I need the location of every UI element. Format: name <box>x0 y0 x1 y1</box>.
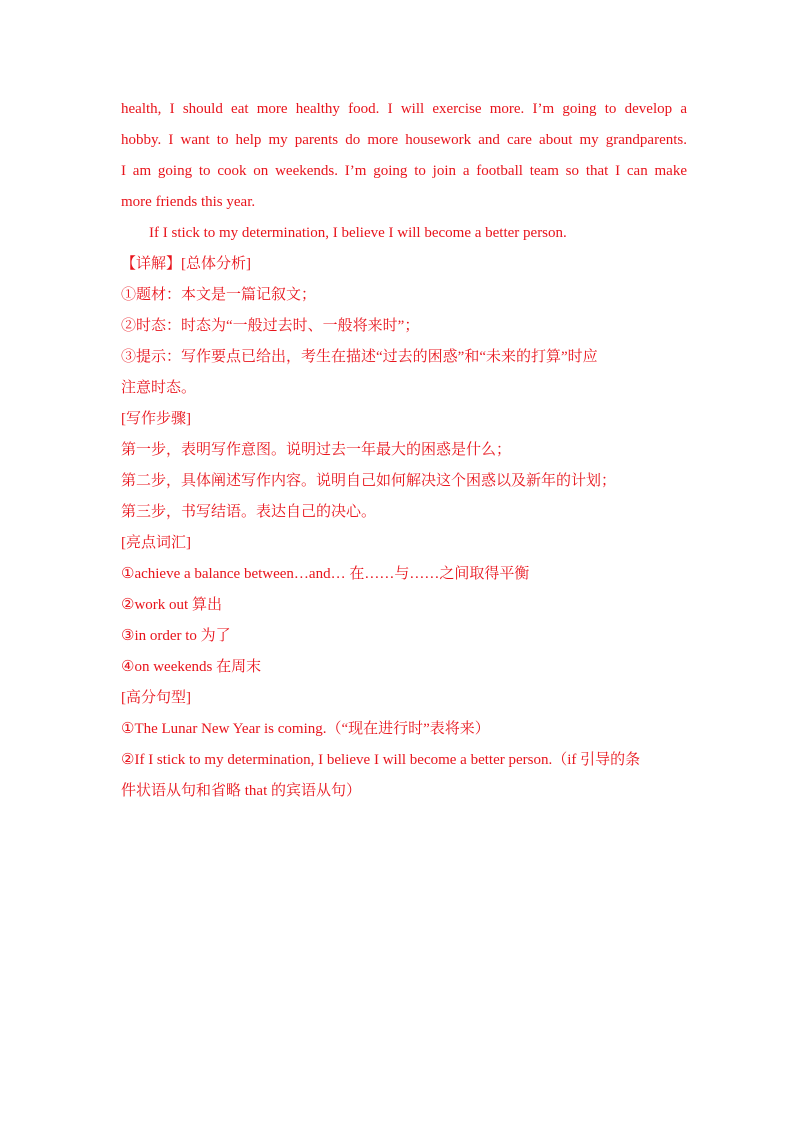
analysis-heading: 【详解】[总体分析] <box>121 256 251 272</box>
sentence-item: ②If I stick to my determination, I believe I will become a better person.（if 引导的条 <box>121 752 641 768</box>
essay-line: more friends this year. <box>121 194 256 210</box>
analysis-point: ③提示：写作要点已给出，考生在描述“过去的困惑”和“未来的打算”时应 <box>121 349 598 365</box>
essay-line: health, I should eat more healthy food. I will exercise more. I’m going to develop a <box>121 101 687 117</box>
vocabulary-heading: [亮点词汇] <box>121 535 191 551</box>
step-item: 第二步，具体阐述写作内容。说明自己如何解决这个困惑以及新年的计划； <box>121 473 617 489</box>
sentences-heading: [高分句型] <box>121 690 191 706</box>
vocabulary-item: ④on weekends 在周末 <box>121 659 262 675</box>
essay-conclusion: If I stick to my determination, I believe I will become a better person. <box>149 225 567 241</box>
step-item: 第一步，表明写作意图。说明过去一年最大的困惑是什么； <box>121 442 512 458</box>
step-item: 第三步，书写结语。表达自己的决心。 <box>121 504 377 520</box>
essay-line: hobby. I want to help my parents do more housework and care about my grandparents. <box>121 132 687 148</box>
analysis-point: 注意时态。 <box>121 380 197 396</box>
steps-heading: [写作步骤] <box>121 411 191 427</box>
vocabulary-item: ③in order to 为了 <box>121 628 231 644</box>
vocabulary-item: ②work out 算出 <box>121 597 222 613</box>
analysis-point: ②时态：时态为“一般过去时、一般将来时”； <box>121 318 420 334</box>
sentence-item: 件状语从句和省略 that 的宾语从句） <box>121 783 361 799</box>
document-body <box>121 94 687 807</box>
essay-line: I am going to cook on weekends. I’m going to join a football team so that I can make <box>121 163 687 179</box>
analysis-point: ①题材：本文是一篇记叙文； <box>121 287 317 303</box>
vocabulary-item: ①achieve a balance between…and… 在……与……之间取得平衡 <box>121 566 530 582</box>
sentence-item: ①The Lunar New Year is coming.（“现在进行时”表将来） <box>121 721 490 737</box>
